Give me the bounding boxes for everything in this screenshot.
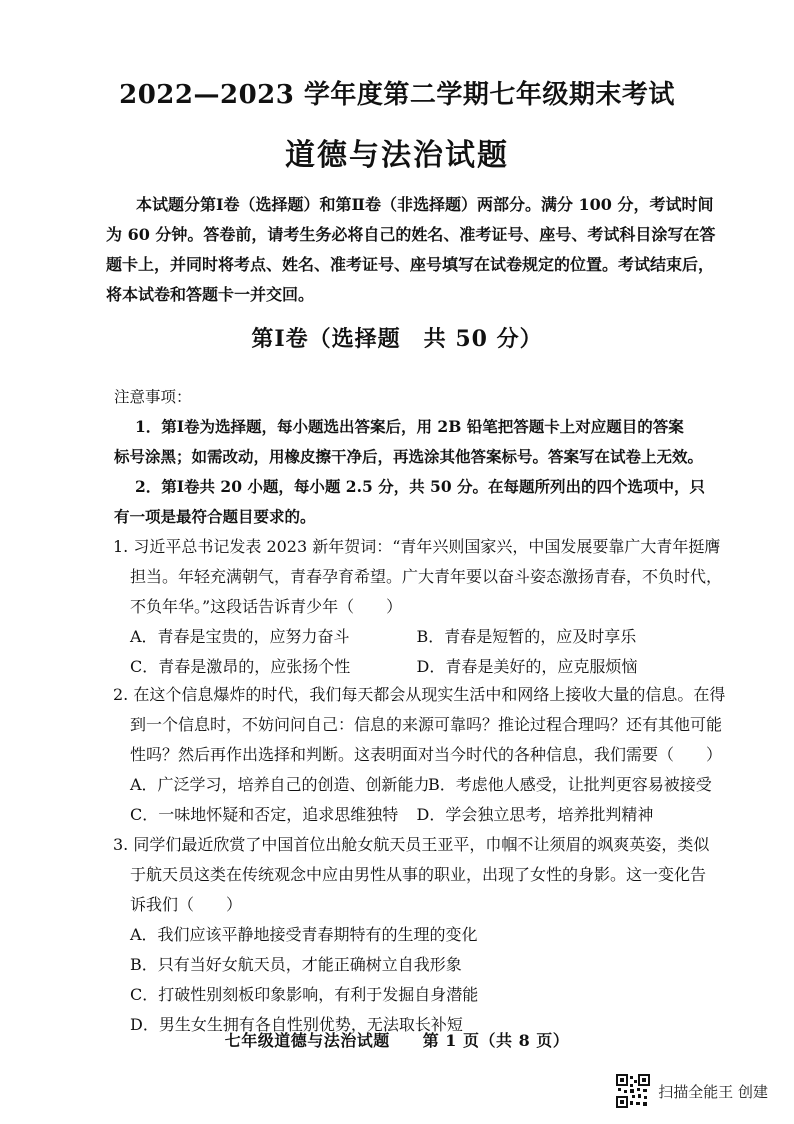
option-b[interactable]: B．考虑他人感受，让批判更容易被接受 [428, 775, 712, 794]
intro-paragraph [106, 190, 716, 310]
intro-line: 为 60 分钟。答卷前，请考生务必将自己的姓名、准考证号、座号、考试科目涂写在答 [106, 225, 716, 244]
question-3 [113, 830, 710, 1040]
question-stem-line: 到一个信息时，不妨问问自己：信息的来源可靠吗？推论过程合理吗？还有其他可能 [130, 715, 723, 734]
exam-title: 2022—2023 学年度第二学期七年级期末考试 [119, 80, 675, 110]
option-row [113, 770, 712, 800]
option-d[interactable]: D．男生女生拥有各自性别优势，无法取长补短 [130, 1015, 463, 1034]
question-stem-line: 诉我们（ ） [130, 895, 243, 914]
option-d[interactable]: D．青春是美好的，应克服烦恼 [416, 657, 638, 676]
notes-line: 标号涂黑；如需改动，用橡皮擦干净后，再选涂其他答案标号。答案写在试卷上无效。 [114, 447, 704, 466]
intro-line: 题卡上，并同时将考点、姓名、准考证号、座号填写在试卷规定的位置。考试结束后， [106, 255, 715, 274]
scanner-watermark-text: 扫描全能王 创建 [658, 1082, 768, 1101]
question-stem-line: 不负年华。”这段话告诉青少年（ ） [130, 597, 403, 616]
option-c[interactable]: C．一味地怀疑和否定，追求思维独特 [130, 805, 399, 824]
intro-line: 将本试卷和答题卡一并交回。 [106, 285, 315, 304]
scanner-watermark [616, 1074, 768, 1108]
question-1 [113, 532, 723, 682]
page-footer: 七年级道德与法治试题 第 1 页（共 8 页） [224, 1031, 570, 1050]
question-stem-line: 1. 习近平总书记发表 2023 新年贺词：“青年兴则国家兴，中国发展要靠广大青年挺膺 [113, 537, 721, 556]
option-a[interactable]: A．青春是宝贵的，应努力奋斗 [130, 627, 350, 646]
option-b[interactable]: B．青春是短暂的，应及时享乐 [416, 627, 637, 646]
intro-line: 本试题分第Ⅰ卷（选择题）和第Ⅱ卷（非选择题）两部分。满分 100 分，考试时间 [136, 195, 714, 214]
option-a[interactable]: A．我们应该平静地接受青春期特有的生理的变化 [130, 925, 478, 944]
option-d[interactable]: D．学会独立思考，培养批判精神 [416, 805, 654, 824]
notes-block [114, 382, 706, 532]
option-b[interactable]: B．只有当好女航天员，才能正确树立自我形象 [130, 955, 462, 974]
option-a[interactable]: A．广泛学习，培养自己的创造、创新能力 [130, 775, 430, 794]
question-stem-line: 2. 在这个信息爆炸的时代，我们每天都会从现实生活中和网络上接收大量的信息。在得 [113, 685, 726, 704]
question-stem-line: 担当。年轻充满朝气，青春孕育希望。广大青年要以奋斗姿态激扬青春，不负时代， [130, 567, 723, 586]
question-stem-line: 于航天员这类在传统观念中应由男性从事的职业，出现了女性的身影。这一变化告 [130, 865, 707, 884]
subject-title: 道德与法治试题 [285, 138, 509, 173]
qr-code-icon [616, 1074, 650, 1108]
notes-line: 1．第Ⅰ卷为选择题，每小题选出答案后，用 2B 铅笔把答题卡上对应题目的答案 [135, 417, 684, 436]
section-title: 第Ⅰ卷（选择题 共 50 分） [251, 326, 543, 352]
question-2 [113, 680, 726, 830]
notes-line: 有一项是最符合题目要求的。 [114, 507, 316, 526]
option-c[interactable]: C．打破性别刻板印象影响，有利于发掘自身潜能 [130, 985, 479, 1004]
notes-line: 2．第Ⅰ卷共 20 小题，每小题 2.5 分，共 50 分。在每题所列出的四个选项中，只 [135, 477, 706, 496]
option-row [113, 652, 703, 682]
notes-heading: 注意事项： [114, 388, 192, 406]
question-stem-line: 3. 同学们最近欣赏了中国首位出舱女航天员王亚平，巾帼不让须眉的飒爽英姿，类似 [113, 835, 710, 854]
option-row [113, 622, 703, 652]
option-row [113, 800, 703, 830]
question-stem-line: 性吗？然后再作出选择和判断。这表明面对当今时代的各种信息，我们需要（ ） [130, 745, 723, 764]
option-c[interactable]: C．青春是激昂的，应张扬个性 [130, 657, 351, 676]
